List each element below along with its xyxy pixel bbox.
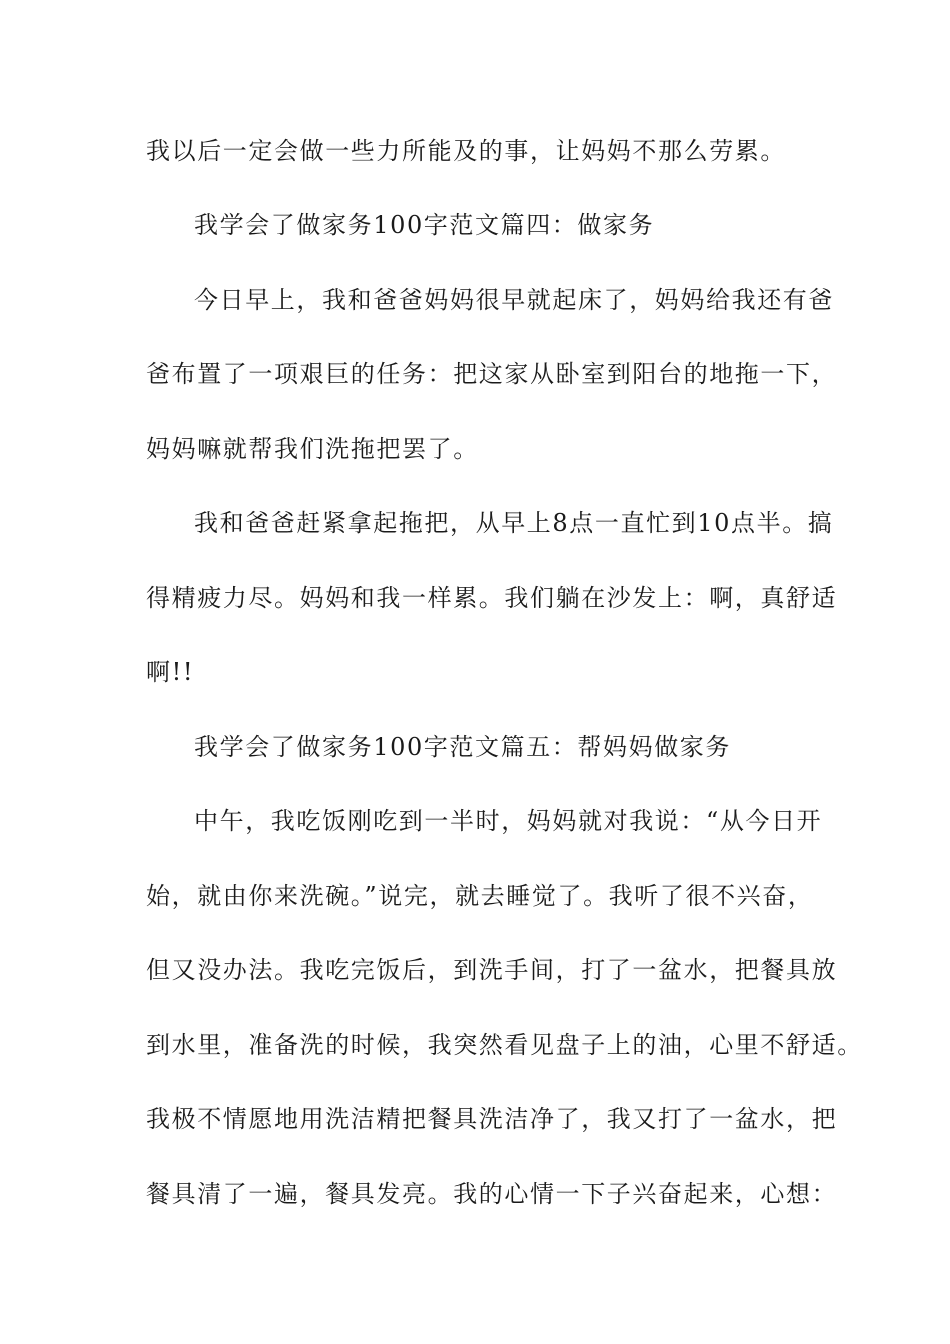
paragraph-line: 我和爸爸赶紧拿起拖把，从早上8点一直忙到10点半。搞 [194, 509, 834, 537]
paragraph-line: 但又没办法。我吃完饭后，到洗手间，打了一盆水，把餐具放 [146, 956, 838, 984]
paragraph-line: 我以后一定会做一些力所能及的事，让妈妈不那么劳累。 [146, 137, 786, 165]
paragraph-line: 中午，我吃饭刚吃到一半时，妈妈就对我说：“从今日开 [194, 807, 823, 835]
paragraph-line: 始，就由你来洗碗。”说完，就去睡觉了。我听了很不兴奋， [146, 882, 814, 910]
paragraph-line: 爸布置了一项艰巨的任务：把这家从卧室到阳台的地拖一下， [146, 360, 838, 388]
paragraph-line: 我极不情愿地用洗洁精把餐具洗洁净了，我又打了一盆水，把 [146, 1105, 838, 1133]
paragraph-line: 妈妈嘛就帮我们洗拖把罢了。 [146, 435, 479, 463]
paragraph-line: 得精疲力尽。妈妈和我一样累。我们躺在沙发上：啊，真舒适 [146, 584, 838, 612]
section-heading: 我学会了做家务100字范文篇五：帮妈妈做家务 [194, 733, 732, 761]
paragraph-line: 今日早上，我和爸爸妈妈很早就起床了，妈妈给我还有爸 [194, 286, 834, 314]
paragraph-line: 啊!! [146, 658, 195, 686]
paragraph-line: 到水里，准备洗的时候，我突然看见盘子上的油，心里不舒适。 [146, 1031, 863, 1059]
section-heading: 我学会了做家务100字范文篇四：做家务 [194, 211, 655, 239]
paragraph-line: 餐具清了一遍，餐具发亮。我的心情一下子兴奋起来，心想： [146, 1180, 838, 1208]
